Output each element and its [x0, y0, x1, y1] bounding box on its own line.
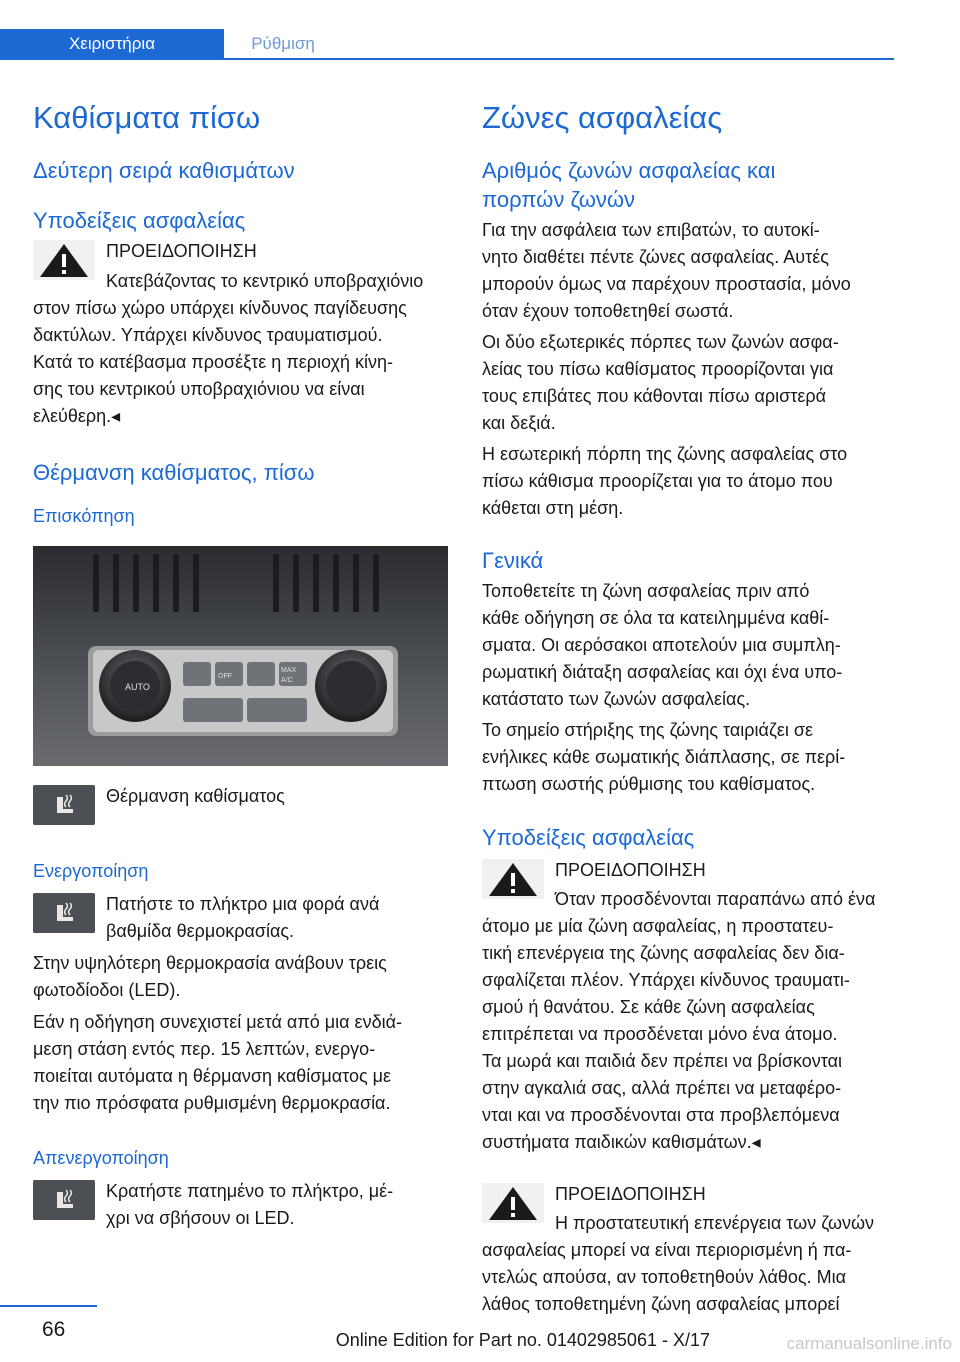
warning-triangle-icon	[33, 240, 95, 280]
seat-heating-icon	[33, 893, 95, 933]
warning-line: σης του κεντρικού υποβραχιόνιου να είναι	[33, 379, 365, 399]
warning-line: ελεύθερη.◂	[33, 406, 121, 426]
warning-line: νται και να προσδένονται στα προβλεπόμενα	[482, 1105, 840, 1125]
inner-buckle-line: κάθεται στη μέση.	[482, 498, 624, 518]
intro-line: νητο διαθέτει πέντε ζώνες ασφαλείας. Αυτές	[482, 247, 829, 267]
warning-block	[482, 857, 897, 1156]
warning-line: στην αγκαλιά σας, αλλά πρέπει να μεταφέρο-	[482, 1078, 842, 1098]
general-line: σματα. Οι αερόσακοι αποτελούν μια συμπλη-	[482, 635, 841, 655]
warning-line: τική επενέργεια της ζώνης ασφαλείας δεν δια-	[482, 943, 845, 963]
auto-activation-line: Εάν η οδήγηση συνεχιστεί μετά από μια ενδιά-	[33, 1012, 402, 1032]
deactivation-heading: Απενεργοποίηση	[33, 1148, 169, 1168]
ac-label: A/C	[281, 677, 293, 684]
auto-label: AUTO	[125, 682, 150, 692]
safety-heading: Υποδείξεις ασφαλείας	[33, 208, 246, 233]
outer-buckles-line: λείας του πίσω καθίσματος προορίζονται για	[482, 359, 834, 379]
watermark: carmanualsonline.info	[786, 1334, 952, 1353]
footer-rule	[0, 1305, 97, 1307]
tab-settings[interactable]: Ρύθμιση	[226, 29, 340, 58]
warning-label: ΠΡΟΕΙΔΟΠΟΙΗΣΗ	[555, 1184, 706, 1204]
activation-line: Πατήστε το πλήκτρο μια φορά ανά	[106, 894, 380, 914]
inner-buckle-line: Η εσωτερική πόρπη της ζώνης ασφαλείας στο	[482, 444, 848, 464]
warning-line: Η προστατευτική επενέργεια των ζωνών	[555, 1213, 875, 1233]
warning-triangle-icon	[482, 1183, 544, 1223]
activation-row	[33, 891, 448, 945]
overview-heading: Επισκόπηση	[33, 506, 135, 526]
general-line: κάθε οδήγηση σε όλα τα κατειλημμένα καθί-	[482, 608, 830, 628]
tab-underline	[0, 58, 894, 60]
top-tab-bar	[0, 29, 894, 62]
highest-temp-line: Στην υψηλότερη θερμοκρασία ανάβουν τρεις	[33, 953, 387, 973]
anchor-line: Το σημείο στήριξης της ζώνης ταιριάζει σε	[482, 720, 814, 740]
seat-heating-heading: Θέρμανση καθίσματος, πίσω	[33, 460, 315, 485]
auto-activation-line: ποιείται αυτόματα η θέρμανση καθίσματος με	[33, 1066, 392, 1086]
warning-block	[33, 238, 448, 430]
general-line: Τοποθετείτε τη ζώνη ασφαλείας πριν από	[482, 581, 810, 601]
warning-line: ασφαλείας μπορεί να είναι περιορισμένη ή πα-	[482, 1240, 852, 1260]
warning-line: δακτύλων. Υπάρχει κίνδυνος τραυματισμού.	[33, 325, 383, 345]
highest-temp-line: φωτοδίοδοι (LED).	[33, 980, 181, 1000]
general-line: ρωματική διάταξη ασφαλείας και όχι ένα υπο-	[482, 662, 843, 682]
inner-buckle-line: πίσω κάθισμα προορίζεται για το άτομο που	[482, 471, 833, 491]
safety-heading-right: Υποδείξεις ασφαλείας	[482, 825, 695, 850]
warning-line: Όταν προσδένονται παραπάνω από ένα	[555, 889, 876, 909]
page-number: 66	[42, 1318, 66, 1341]
activation-line: βαθμίδα θερμοκρασίας.	[106, 921, 295, 941]
left-column	[33, 96, 448, 1232]
tab-controls[interactable]: Χειριστήρια	[0, 29, 224, 58]
anchor-line: ενήλικες κάθε σωματικής διάπλασης, σε περί-	[482, 747, 846, 767]
activation-heading: Ενεργοποίηση	[33, 861, 149, 881]
warning-line: Κατά το κατέβασμα προσέξτε η περιοχή κίνη-	[33, 352, 393, 372]
outer-buckles-line: τους επιβάτες που κάθονται πίσω αριστερά	[482, 386, 827, 406]
max-label: MAX	[281, 667, 297, 674]
seat-heating-label: Θέρμανση καθίσματος	[106, 786, 285, 806]
warning-line: Κατεβάζοντας το κεντρικό υποβραχιόνιο	[106, 271, 424, 291]
section-title-rear-seats: Καθίσματα πίσω	[33, 100, 261, 135]
warning-line: σμού ή θανάτου. Σε κάθε ζώνη ασφαλείας	[482, 997, 815, 1017]
warning-label: ΠΡΟΕΙΔΟΠΟΙΗΣΗ	[555, 860, 706, 880]
warning-line: επιτρέπεται να προσδένεται μόνο ένα άτομο.	[482, 1024, 838, 1044]
deactivation-line: Κρατήστε πατημένο το πλήκτρο, μέ-	[106, 1181, 394, 1201]
deactivation-row	[33, 1178, 448, 1232]
general-line: κατάστατο των ζωνών ασφαλείας.	[482, 689, 751, 709]
seat-heating-icon	[33, 1180, 95, 1220]
outer-buckles-line: Οι δύο εξωτερικές πόρπες των ζωνών ασφα-	[482, 332, 839, 352]
warning-line: άτομο με μία ζώνη ασφαλείας, η προστατευ-	[482, 916, 834, 936]
warning-line: ντελώς απούσα, αν τοποθετηθούν λάθος. Μια	[482, 1267, 846, 1287]
subtitle-belt-count: πορπών ζωνών	[482, 187, 636, 212]
subtitle-belt-count: Αριθμός ζωνών ασφαλείας και	[482, 158, 776, 183]
warning-block	[482, 1181, 897, 1318]
warning-line: λάθος τοποθετημένη ζώνη ασφαλείας μπορεί	[482, 1294, 840, 1314]
warning-line: στον πίσω χώρο υπάρχει κίνδυνος παγίδευσης	[33, 298, 407, 318]
climate-control-photo	[33, 546, 448, 766]
outer-buckles-line: και δεξιά.	[482, 413, 556, 433]
right-column	[482, 96, 897, 1318]
deactivation-line: χρι να σβήσουν οι LED.	[106, 1208, 295, 1228]
general-heading: Γενικά	[482, 548, 544, 573]
intro-line: μπορούν όμως να παρέχουν προστασία, μόνο	[482, 274, 851, 294]
warning-line: σφαλίζεται πλέον. Υπάρχει κίνδυνος τραυματι-	[482, 970, 850, 990]
auto-activation-line: μεση στάση εντός περ. 15 λεπτών, ενεργο-	[33, 1039, 376, 1059]
section-title-seat-belts: Ζώνες ασφαλείας	[482, 100, 723, 135]
anchor-line: πτωση σωστής ρύθμισης του καθίσματος.	[482, 774, 816, 794]
edition-note: Online Edition for Part no. 01402985061 - X/17	[335, 1330, 710, 1350]
subtitle-second-row: Δεύτερη σειρά καθισμάτων	[33, 158, 295, 183]
seat-heating-legend	[33, 783, 448, 829]
warning-line: Τα μωρά και παιδιά δεν πρέπει να βρίσκονται	[482, 1051, 843, 1071]
auto-activation-line: την πιο πρόσφατα ρυθμισμένη θερμοκρασία.	[33, 1093, 391, 1113]
warning-label: ΠΡΟΕΙΔΟΠΟΙΗΣΗ	[106, 241, 257, 261]
intro-line: όταν έχουν τοποθετηθεί σωστά.	[482, 301, 734, 321]
off-label: OFF	[218, 673, 232, 680]
warning-triangle-icon	[482, 859, 544, 899]
intro-line: Για την ασφάλεια των επιβατών, το αυτοκί-	[482, 220, 820, 240]
warning-line: συστήματα παιδικών καθισμάτων.◂	[482, 1132, 761, 1152]
seat-heating-icon	[33, 785, 95, 825]
